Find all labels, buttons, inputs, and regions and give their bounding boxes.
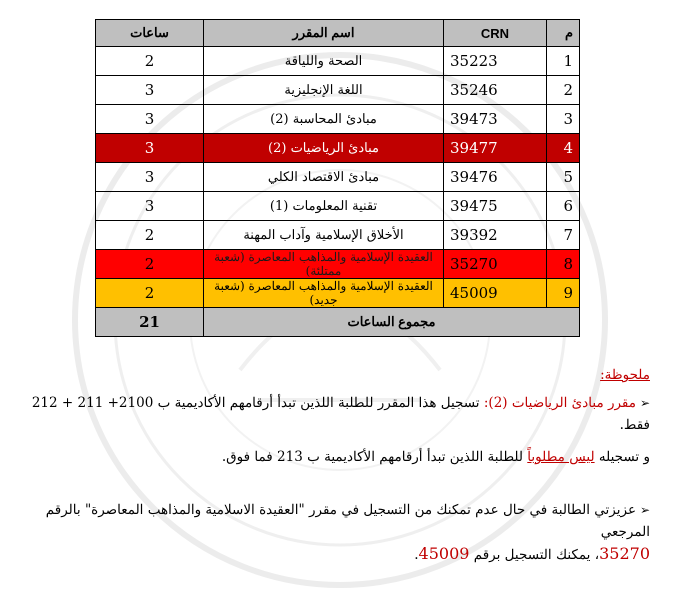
row-crn: 39473 xyxy=(444,105,547,134)
aqeedah-ref-new: 45009 xyxy=(418,544,470,563)
row-course-name: مبادئ الاقتصاد الكلي xyxy=(204,163,444,192)
checkmark-arrow-icon: ➢ xyxy=(639,503,650,517)
row-course-name: مبادئ المحاسبة (2) xyxy=(204,105,444,134)
aqeedah-note-end: . xyxy=(414,547,419,563)
header-crn: CRN xyxy=(444,20,547,47)
row-crn: 35270 xyxy=(444,250,547,279)
row-num: 1 xyxy=(547,47,580,76)
table-row-full-section xyxy=(96,250,580,279)
courses-table xyxy=(95,19,580,337)
row-crn: 39476 xyxy=(444,163,547,192)
table-row xyxy=(96,221,580,250)
row-num: 3 xyxy=(547,105,580,134)
row-crn: 45009 xyxy=(444,279,547,308)
checkmark-arrow-icon: ➢ xyxy=(639,396,650,410)
math-note-end: فقط. xyxy=(619,417,650,433)
row-hours: 3 xyxy=(96,76,204,105)
aqeedah-ref-full: 35270 xyxy=(599,544,650,563)
not-required-text-a: و تسجيله xyxy=(594,449,650,465)
table-row xyxy=(96,192,580,221)
row-course-name: مبادئ الرياضيات (2) xyxy=(204,134,444,163)
row-num: 4 xyxy=(547,134,580,163)
row-crn: 35246 xyxy=(444,76,547,105)
row-crn: 39475 xyxy=(444,192,547,221)
row-course-name: العقيدة الإسلامية والمذاهب المعاصرة (شعبة ممتلئة) xyxy=(204,250,444,279)
row-hours: 3 xyxy=(96,134,204,163)
table-row xyxy=(96,47,580,76)
row-num: 5 xyxy=(547,163,580,192)
row-hours: 3 xyxy=(96,105,204,134)
row-crn: 35223 xyxy=(444,47,547,76)
not-required-text-b: للطلبة اللذين تبدأ أرقامهم الأكاديمية ب 213 فما فوق. xyxy=(221,449,528,465)
table-row xyxy=(96,105,580,134)
row-hours: 2 xyxy=(96,250,204,279)
row-course-name: الصحة واللياقة xyxy=(204,47,444,76)
header-num: م xyxy=(547,20,580,47)
aqeedah-note-text: عزيزتي الطالبة في حال عدم تمكنك من التسجيل في مقرر "العقيدة الاسلامية والمذاهب المعاصرة" بالرقم المرجعي xyxy=(45,502,650,540)
row-crn: 39477 xyxy=(444,134,547,163)
header-hours: ساعات xyxy=(96,20,204,47)
row-hours: 2 xyxy=(96,47,204,76)
math-note-text: تسجيل هذا المقرر للطلبة اللذين تبدأ أرقامهم الأكاديمية ب 2100+ 211 + 212 xyxy=(31,395,484,411)
row-num: 7 xyxy=(547,221,580,250)
row-num: 6 xyxy=(547,192,580,221)
row-hours: 3 xyxy=(96,192,204,221)
row-hours: 3 xyxy=(96,163,204,192)
note-title: ملحوظة: xyxy=(600,367,650,383)
note-bullet-aqeedah xyxy=(20,499,650,566)
aqeedah-note-mid: ، يمكنك التسجيل برقم xyxy=(469,547,600,563)
total-label: مجموع الساعات xyxy=(204,308,580,337)
row-course-name: الأخلاق الإسلامية وآداب المهنة xyxy=(204,221,444,250)
table-row xyxy=(96,163,580,192)
math-course-label: مقرر مبادئ الرياضيات (2): xyxy=(483,395,636,411)
table-total-row xyxy=(96,308,580,337)
table-row-highlighted-math xyxy=(96,134,580,163)
table-row xyxy=(96,76,580,105)
row-num: 8 xyxy=(547,250,580,279)
row-course-name: اللغة الإنجليزية xyxy=(204,76,444,105)
row-hours: 2 xyxy=(96,221,204,250)
row-num: 9 xyxy=(547,279,580,308)
not-required-highlight: ليس مطلوباً xyxy=(527,449,595,465)
row-course-name: العقيدة الإسلامية والمذاهب المعاصرة (شعبة جديد) xyxy=(204,279,444,308)
table-header-row xyxy=(96,20,580,47)
table-row-new-section xyxy=(96,279,580,308)
note-paragraph-not-required xyxy=(20,446,650,468)
row-crn: 39392 xyxy=(444,221,547,250)
total-hours: 21 xyxy=(96,308,204,337)
row-num: 2 xyxy=(547,76,580,105)
row-course-name: تقنية المعلومات (1) xyxy=(204,192,444,221)
header-course-name: اسم المقرر xyxy=(204,20,444,47)
row-hours: 2 xyxy=(96,279,204,308)
note-bullet-math xyxy=(20,392,650,436)
